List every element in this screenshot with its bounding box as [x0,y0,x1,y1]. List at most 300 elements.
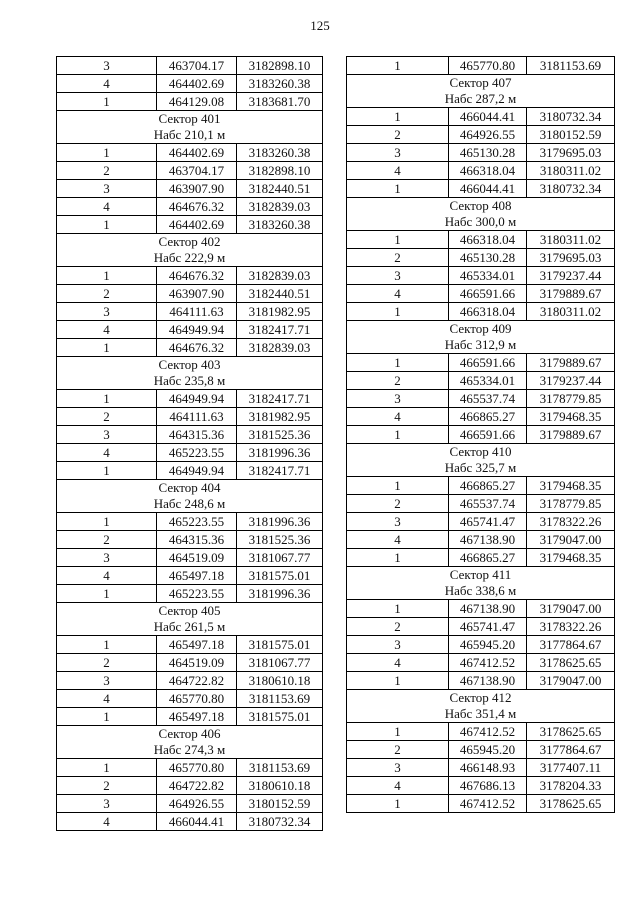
y-coordinate-cell: 3183681.70 [237,93,323,111]
sector-height: Набс 287,2 м [347,91,615,108]
table-row [347,144,615,162]
table-row [347,180,615,198]
y-coordinate-cell: 3181996.36 [237,585,323,603]
table-row [347,408,615,426]
sector-height: Набс 338,6 м [347,583,615,600]
x-coordinate-cell: 464519.09 [157,549,237,567]
x-coordinate-cell: 465770.80 [449,57,527,75]
x-coordinate-cell: 464129.08 [157,93,237,111]
y-coordinate-cell: 3182839.03 [237,339,323,357]
y-coordinate-cell: 3181525.36 [237,531,323,549]
y-coordinate-cell: 3179468.35 [527,477,615,495]
x-coordinate-cell: 465223.55 [157,513,237,531]
table-row [347,618,615,636]
x-coordinate-cell: 466591.66 [449,354,527,372]
sector-height-row [57,250,323,267]
y-coordinate-cell: 3179237.44 [527,267,615,285]
x-coordinate-cell: 464519.09 [157,654,237,672]
table-row [347,231,615,249]
table-row [347,162,615,180]
table-row [57,408,323,426]
point-number-cell: 1 [57,708,157,726]
x-coordinate-cell: 467138.90 [449,672,527,690]
sector-title: Сектор 405 [57,603,323,620]
sector-height: Набс 300,0 м [347,214,615,231]
point-number-cell: 2 [347,495,449,513]
sector-height: Набс 325,7 м [347,460,615,477]
point-number-cell: 3 [57,303,157,321]
table-row [347,531,615,549]
x-coordinate-cell: 464949.94 [157,462,237,480]
table-row [347,354,615,372]
y-coordinate-cell: 3179237.44 [527,372,615,390]
x-coordinate-cell: 463907.90 [157,285,237,303]
table-row [57,426,323,444]
sector-height-row [57,742,323,759]
y-coordinate-cell: 3178322.26 [527,513,615,531]
table-row [57,672,323,690]
y-coordinate-cell: 3180732.34 [527,108,615,126]
point-number-cell: 1 [347,672,449,690]
y-coordinate-cell: 3182440.51 [237,180,323,198]
point-number-cell: 1 [57,513,157,531]
point-number-cell: 4 [347,531,449,549]
x-coordinate-cell: 464315.36 [157,531,237,549]
x-coordinate-cell: 466044.41 [157,813,237,831]
y-coordinate-cell: 3181153.69 [237,759,323,777]
y-coordinate-cell: 3179695.03 [527,144,615,162]
y-coordinate-cell: 3181996.36 [237,513,323,531]
y-coordinate-cell: 3180152.59 [237,795,323,813]
point-number-cell: 1 [347,723,449,741]
y-coordinate-cell: 3182839.03 [237,267,323,285]
table-row [57,462,323,480]
x-coordinate-cell: 464926.55 [449,126,527,144]
table-row [57,777,323,795]
y-coordinate-cell: 3181575.01 [237,567,323,585]
y-coordinate-cell: 3178625.65 [527,723,615,741]
sector-title: Сектор 409 [347,321,615,338]
x-coordinate-cell: 465741.47 [449,513,527,531]
y-coordinate-cell: 3180311.02 [527,162,615,180]
x-coordinate-cell: 463704.17 [157,162,237,180]
sector-title: Сектор 402 [57,234,323,251]
point-number-cell: 4 [347,777,449,795]
table-row [57,57,323,75]
x-coordinate-cell: 466865.27 [449,549,527,567]
y-coordinate-cell: 3178625.65 [527,654,615,672]
table-row [57,198,323,216]
sector-height: Набс 248,6 м [57,496,323,513]
y-coordinate-cell: 3180610.18 [237,777,323,795]
table-row [57,654,323,672]
table-row [57,759,323,777]
table-row [347,108,615,126]
point-number-cell: 2 [347,618,449,636]
x-coordinate-cell: 464926.55 [157,795,237,813]
point-number-cell: 2 [57,531,157,549]
x-coordinate-cell: 465770.80 [157,690,237,708]
sector-header-row [347,198,615,215]
y-coordinate-cell: 3181982.95 [237,408,323,426]
table-row [347,549,615,567]
x-coordinate-cell: 465537.74 [449,495,527,513]
x-coordinate-cell: 464676.32 [157,267,237,285]
y-coordinate-cell: 3183260.38 [237,144,323,162]
sector-height-row [347,91,615,108]
y-coordinate-cell: 3179047.00 [527,672,615,690]
point-number-cell: 4 [347,162,449,180]
y-coordinate-cell: 3182839.03 [237,198,323,216]
y-coordinate-cell: 3182417.71 [237,321,323,339]
point-number-cell: 4 [57,813,157,831]
x-coordinate-cell: 466044.41 [449,180,527,198]
table-row [347,672,615,690]
table-row [57,390,323,408]
page-number: 125 [310,18,330,33]
table-row [347,126,615,144]
point-number-cell: 1 [57,759,157,777]
x-coordinate-cell: 465497.18 [157,636,237,654]
y-coordinate-cell: 3180732.34 [237,813,323,831]
y-coordinate-cell: 3181996.36 [237,444,323,462]
x-coordinate-cell: 464402.69 [157,216,237,234]
point-number-cell: 1 [57,144,157,162]
point-number-cell: 3 [57,180,157,198]
point-number-cell: 3 [57,426,157,444]
table-row [347,723,615,741]
x-coordinate-cell: 466318.04 [449,162,527,180]
sector-header-row [347,444,615,461]
point-number-cell: 4 [57,567,157,585]
point-number-cell: 1 [57,216,157,234]
x-coordinate-cell: 465945.20 [449,636,527,654]
y-coordinate-cell: 3179889.67 [527,426,615,444]
table-row [57,180,323,198]
table-row [347,513,615,531]
table-row [57,267,323,285]
table-row [57,444,323,462]
y-coordinate-cell: 3181153.69 [527,57,615,75]
x-coordinate-cell: 463704.17 [157,57,237,75]
sector-header-row [57,726,323,743]
x-coordinate-cell: 464315.36 [157,426,237,444]
x-coordinate-cell: 467412.52 [449,795,527,813]
x-coordinate-cell: 465334.01 [449,267,527,285]
table-row [347,372,615,390]
table-row [347,390,615,408]
y-coordinate-cell: 3181067.77 [237,654,323,672]
point-number-cell: 1 [347,477,449,495]
y-coordinate-cell: 3183260.38 [237,216,323,234]
sector-title: Сектор 407 [347,75,615,92]
x-coordinate-cell: 465334.01 [449,372,527,390]
table-row [57,549,323,567]
point-number-cell: 4 [347,285,449,303]
x-coordinate-cell: 464722.82 [157,777,237,795]
y-coordinate-cell: 3181982.95 [237,303,323,321]
sector-height-row [57,127,323,144]
point-number-cell: 1 [57,390,157,408]
point-number-cell: 1 [347,426,449,444]
x-coordinate-cell: 466591.66 [449,285,527,303]
table-row [57,285,323,303]
sector-height: Набс 261,5 м [57,619,323,636]
sector-header-row [57,234,323,251]
sector-header-row [347,321,615,338]
y-coordinate-cell: 3182898.10 [237,162,323,180]
table-row [57,813,323,831]
sector-header-row [57,357,323,374]
y-coordinate-cell: 3181575.01 [237,708,323,726]
point-number-cell: 1 [347,231,449,249]
x-coordinate-cell: 464949.94 [157,390,237,408]
table-row [57,303,323,321]
point-number-cell: 3 [57,549,157,567]
x-coordinate-cell: 466148.93 [449,759,527,777]
sector-height-row [347,583,615,600]
sector-header-row [57,603,323,620]
point-number-cell: 3 [347,513,449,531]
x-coordinate-cell: 464111.63 [157,408,237,426]
y-coordinate-cell: 3178779.85 [527,390,615,408]
table-row [347,741,615,759]
table-row [347,795,615,813]
point-number-cell: 1 [347,795,449,813]
table-row [347,477,615,495]
x-coordinate-cell: 465741.47 [449,618,527,636]
y-coordinate-cell: 3181153.69 [237,690,323,708]
point-number-cell: 4 [57,75,157,93]
y-coordinate-cell: 3180610.18 [237,672,323,690]
y-coordinate-cell: 3179047.00 [527,531,615,549]
point-number-cell: 4 [57,444,157,462]
x-coordinate-cell: 464402.69 [157,144,237,162]
sector-title: Сектор 404 [57,480,323,497]
y-coordinate-cell: 3179889.67 [527,285,615,303]
x-coordinate-cell: 466318.04 [449,231,527,249]
point-number-cell: 1 [347,180,449,198]
y-coordinate-cell: 3180311.02 [527,303,615,321]
x-coordinate-cell: 464676.32 [157,339,237,357]
table-row [57,795,323,813]
y-coordinate-cell: 3179889.67 [527,354,615,372]
point-number-cell: 3 [347,267,449,285]
x-coordinate-cell: 466591.66 [449,426,527,444]
table-row [57,162,323,180]
table-row [347,249,615,267]
sector-title: Сектор 411 [347,567,615,584]
y-coordinate-cell: 3179468.35 [527,408,615,426]
table-row [347,777,615,795]
table-row [57,216,323,234]
table-row [347,285,615,303]
y-coordinate-cell: 3178625.65 [527,795,615,813]
table-row [57,513,323,531]
sector-height-row [347,706,615,723]
coordinates-table-left [56,56,323,831]
y-coordinate-cell: 3178204.33 [527,777,615,795]
x-coordinate-cell: 464111.63 [157,303,237,321]
table-row [57,585,323,603]
table-row [57,690,323,708]
sector-title: Сектор 412 [347,690,615,707]
table-row [57,531,323,549]
table-row [57,93,323,111]
point-number-cell: 3 [347,759,449,777]
table-row [347,759,615,777]
left-table-body [57,57,323,831]
point-number-cell: 4 [347,654,449,672]
x-coordinate-cell: 466865.27 [449,477,527,495]
sector-header-row [57,480,323,497]
x-coordinate-cell: 463907.90 [157,180,237,198]
sector-title: Сектор 410 [347,444,615,461]
point-number-cell: 2 [57,408,157,426]
table-row [347,267,615,285]
sector-height-row [57,373,323,390]
sector-header-row [347,567,615,584]
point-number-cell: 1 [347,549,449,567]
sector-height: Набс 351,4 м [347,706,615,723]
table-row [347,426,615,444]
point-number-cell: 2 [57,777,157,795]
x-coordinate-cell: 467412.52 [449,654,527,672]
x-coordinate-cell: 465945.20 [449,741,527,759]
point-number-cell: 2 [57,285,157,303]
sector-height-row [347,337,615,354]
x-coordinate-cell: 467138.90 [449,600,527,618]
sector-height: Набс 235,8 м [57,373,323,390]
y-coordinate-cell: 3180152.59 [527,126,615,144]
sector-header-row [347,75,615,92]
y-coordinate-cell: 3181575.01 [237,636,323,654]
y-coordinate-cell: 3177407.11 [527,759,615,777]
sector-height-row [57,619,323,636]
table-row [347,636,615,654]
point-number-cell: 1 [57,585,157,603]
y-coordinate-cell: 3180311.02 [527,231,615,249]
x-coordinate-cell: 466865.27 [449,408,527,426]
point-number-cell: 1 [57,636,157,654]
y-coordinate-cell: 3181067.77 [237,549,323,567]
x-coordinate-cell: 464676.32 [157,198,237,216]
table-row [57,339,323,357]
table-row [57,75,323,93]
x-coordinate-cell: 464722.82 [157,672,237,690]
point-number-cell: 3 [57,795,157,813]
y-coordinate-cell: 3181525.36 [237,426,323,444]
sector-header-row [347,690,615,707]
sector-title: Сектор 401 [57,111,323,128]
sector-header-row [57,111,323,128]
point-number-cell: 3 [347,390,449,408]
y-coordinate-cell: 3179468.35 [527,549,615,567]
y-coordinate-cell: 3182440.51 [237,285,323,303]
x-coordinate-cell: 465497.18 [157,567,237,585]
coordinates-table-right [346,56,615,813]
x-coordinate-cell: 464402.69 [157,75,237,93]
x-coordinate-cell: 465497.18 [157,708,237,726]
point-number-cell: 2 [347,741,449,759]
table-row [347,495,615,513]
point-number-cell: 2 [347,126,449,144]
sector-title: Сектор 408 [347,198,615,215]
sector-height-row [57,496,323,513]
y-coordinate-cell: 3182898.10 [237,57,323,75]
point-number-cell: 1 [347,354,449,372]
table-row [347,57,615,75]
table-row [347,600,615,618]
point-number-cell: 2 [57,162,157,180]
point-number-cell: 1 [57,339,157,357]
point-number-cell: 1 [347,600,449,618]
point-number-cell: 2 [57,654,157,672]
point-number-cell: 4 [57,690,157,708]
x-coordinate-cell: 464949.94 [157,321,237,339]
table-row [57,708,323,726]
point-number-cell: 3 [347,144,449,162]
sector-height: Набс 222,9 м [57,250,323,267]
y-coordinate-cell: 3182417.71 [237,390,323,408]
x-coordinate-cell: 465537.74 [449,390,527,408]
y-coordinate-cell: 3179695.03 [527,249,615,267]
table-row [57,321,323,339]
point-number-cell: 1 [57,267,157,285]
point-number-cell: 4 [347,408,449,426]
sector-title: Сектор 403 [57,357,323,374]
y-coordinate-cell: 3182417.71 [237,462,323,480]
sector-height: Набс 210,1 м [57,127,323,144]
point-number-cell: 1 [57,462,157,480]
table-row [57,144,323,162]
point-number-cell: 2 [347,249,449,267]
point-number-cell: 1 [347,108,449,126]
x-coordinate-cell: 465770.80 [157,759,237,777]
point-number-cell: 1 [57,93,157,111]
point-number-cell: 3 [57,672,157,690]
y-coordinate-cell: 3177864.67 [527,741,615,759]
y-coordinate-cell: 3178322.26 [527,618,615,636]
y-coordinate-cell: 3178779.85 [527,495,615,513]
point-number-cell: 4 [57,321,157,339]
sector-height: Набс 312,9 м [347,337,615,354]
x-coordinate-cell: 466318.04 [449,303,527,321]
point-number-cell: 2 [347,372,449,390]
point-number-cell: 3 [57,57,157,75]
y-coordinate-cell: 3180732.34 [527,180,615,198]
point-number-cell: 3 [347,636,449,654]
x-coordinate-cell: 467412.52 [449,723,527,741]
sector-height: Набс 274,3 м [57,742,323,759]
table-row [57,636,323,654]
right-table-body [347,57,615,813]
point-number-cell: 1 [347,57,449,75]
y-coordinate-cell: 3177864.67 [527,636,615,654]
x-coordinate-cell: 465223.55 [157,585,237,603]
x-coordinate-cell: 465130.28 [449,249,527,267]
point-number-cell: 4 [57,198,157,216]
x-coordinate-cell: 467686.13 [449,777,527,795]
x-coordinate-cell: 466044.41 [449,108,527,126]
table-row [347,654,615,672]
table-row [57,567,323,585]
x-coordinate-cell: 465223.55 [157,444,237,462]
table-row [347,303,615,321]
x-coordinate-cell: 467138.90 [449,531,527,549]
point-number-cell: 1 [347,303,449,321]
y-coordinate-cell: 3179047.00 [527,600,615,618]
